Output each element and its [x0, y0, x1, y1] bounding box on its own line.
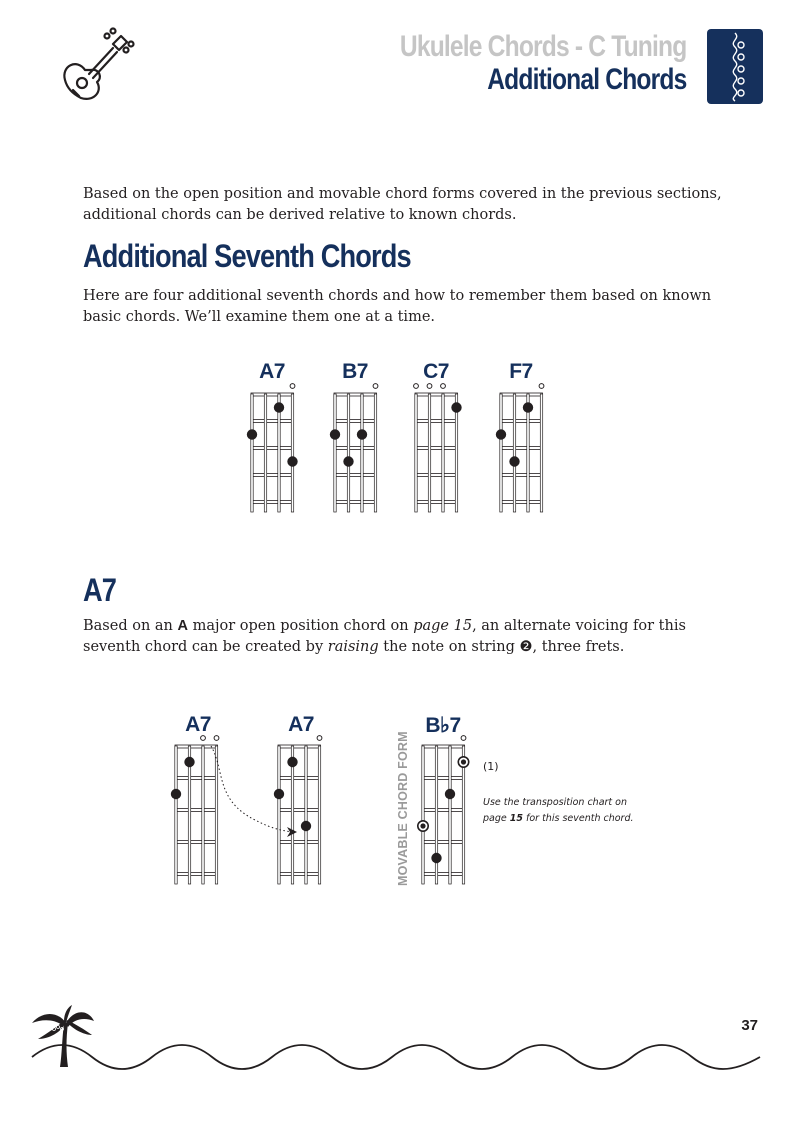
palm-tree-icon [28, 1005, 98, 1073]
string [500, 394, 502, 512]
string [449, 746, 451, 884]
open-string-marker [461, 736, 466, 741]
a7-heading: A7 [83, 572, 117, 608]
series-title: Ukulele Chords - C Tuning [399, 30, 686, 63]
fret [278, 841, 321, 844]
finger-dot [496, 429, 506, 439]
string [361, 394, 363, 512]
fret [422, 873, 465, 876]
string [202, 746, 204, 884]
page-number: 37 [741, 1017, 758, 1034]
root-reference: (1) [483, 760, 499, 773]
open-string-marker [290, 384, 295, 389]
section-paragraph: Here are four additional seventh chords and how to remember them based on known basic chords. We’ll examine them one at a time. [83, 288, 712, 325]
chord-diagram-b7 [327, 378, 387, 508]
open-string-marker [427, 384, 432, 389]
raising-word: raising [327, 639, 379, 655]
chord-diagram-f7 [493, 378, 553, 508]
string [264, 394, 266, 512]
fret [334, 447, 377, 450]
fret [175, 873, 218, 876]
finger-dot [451, 402, 461, 412]
finger-dot [431, 853, 441, 863]
chapter-tab [707, 29, 763, 104]
string [415, 394, 417, 512]
fret [500, 474, 543, 477]
chord-name-bb7: B♭7 [425, 714, 461, 737]
wave-tab-icon [707, 29, 763, 104]
string [334, 394, 336, 512]
finger-dot [247, 429, 257, 439]
string [513, 394, 515, 512]
finger-dot [357, 429, 367, 439]
finger-dot [509, 456, 519, 466]
fret [415, 420, 458, 423]
fret [278, 873, 321, 876]
finger-dot [274, 402, 284, 412]
finger-dot [184, 757, 194, 767]
fret [251, 447, 294, 450]
fret [175, 841, 218, 844]
bold-a: A [177, 618, 188, 634]
ukulele-icon [55, 28, 135, 106]
string [422, 746, 424, 884]
fret [415, 447, 458, 450]
finger-dot [330, 429, 340, 439]
chord-name-a7-alt: A7 [288, 713, 314, 736]
nut [415, 393, 458, 396]
open-string-marker [539, 384, 544, 389]
open-string-marker [373, 384, 378, 389]
chord-name-f7: F7 [509, 360, 533, 383]
footer-wave [0, 1005, 794, 1085]
fret [334, 474, 377, 477]
fret [415, 474, 458, 477]
nut [422, 745, 465, 748]
chord-name-a7-open: A7 [185, 713, 211, 736]
string [175, 746, 177, 884]
fret [422, 777, 465, 780]
string [347, 394, 349, 512]
finger-dot [171, 789, 181, 799]
fret [500, 501, 543, 504]
string [435, 746, 437, 884]
transposition-note: Use the transposition chart on page 15 for this seventh chord. [483, 797, 634, 824]
finger-dot [445, 789, 455, 799]
open-string-marker [317, 736, 322, 741]
fret [334, 420, 377, 423]
string [291, 394, 293, 512]
nut [500, 393, 543, 396]
fret [422, 809, 465, 812]
chord-name-a7: A7 [259, 360, 285, 383]
nut [334, 393, 377, 396]
string [318, 746, 320, 884]
section-heading: Additional Seventh Chords [83, 238, 411, 274]
finger-dot [343, 456, 353, 466]
open-string-marker [441, 384, 446, 389]
a7-paragraph: Based on an A major open position chord on page 15, an alternate voicing for this seventh chord can be created by raising the note on string ❷, three frets. [83, 618, 686, 655]
fret [422, 841, 465, 844]
fret [251, 420, 294, 423]
string [428, 394, 430, 512]
string [442, 394, 444, 512]
chord-diagram-c7 [408, 378, 468, 508]
nut [251, 393, 294, 396]
move-arrow [205, 740, 315, 840]
chord-diagram-bb7 [415, 732, 475, 887]
chord-name-b7: B7 [342, 360, 368, 383]
finger-dot [523, 402, 533, 412]
intro-paragraph: Based on the open position and movable chord forms covered in the previous sections, additional chords can be derived relative to known chords. [83, 186, 722, 223]
movable-chord-form-label: MOVABLE CHORD FORM [396, 731, 410, 886]
fret [500, 447, 543, 450]
open-string-marker [414, 384, 419, 389]
root-marker-center [461, 759, 466, 764]
section-title: Additional Chords [486, 63, 686, 96]
string [251, 394, 253, 512]
chord-name-c7: C7 [423, 360, 449, 383]
string-2-symbol: ❷ [519, 639, 533, 655]
fret [415, 501, 458, 504]
string [540, 394, 542, 512]
chord-diagram-a7 [244, 378, 304, 508]
finger-dot [287, 456, 297, 466]
string [374, 394, 376, 512]
fret [334, 501, 377, 504]
root-marker-center [420, 823, 425, 828]
fret [251, 501, 294, 504]
header-titles [337, 30, 686, 96]
fret [500, 420, 543, 423]
page-ref: page 15 [413, 618, 473, 634]
fret [251, 474, 294, 477]
